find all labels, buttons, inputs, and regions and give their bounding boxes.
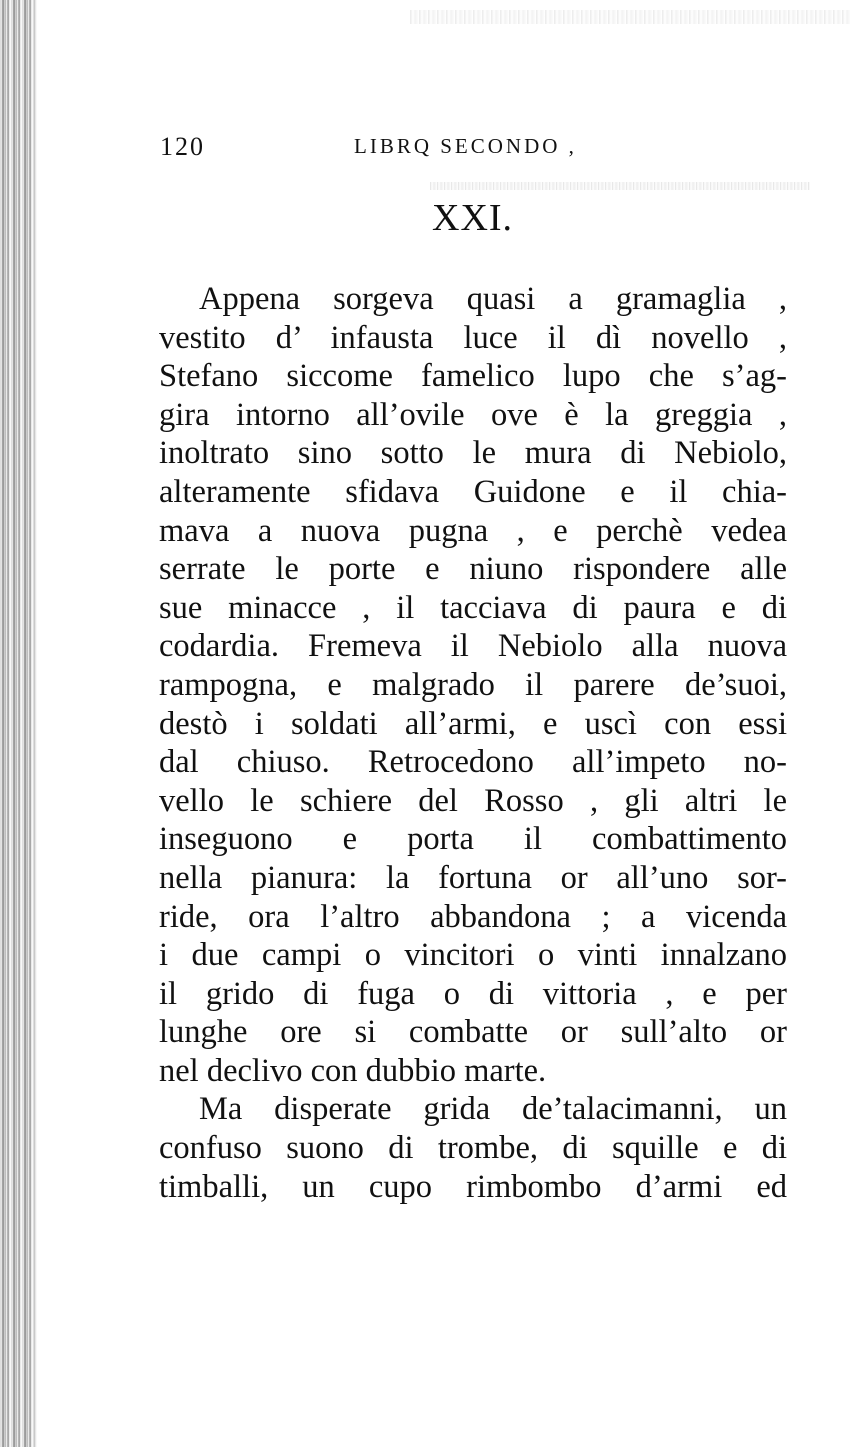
text-line: Stefano siccome famelico lupo che s’ag-	[159, 358, 787, 395]
text-line: alteramente sfidava Guidone e il chia-	[159, 473, 787, 510]
text-line: gira intorno all’ovile ove è la greggia ,	[159, 396, 787, 433]
text-line: codardia. Fremeva il Nebiolo alla nuova	[159, 628, 787, 665]
text-line: Ma disperate grida de’talacimanni, un	[199, 1091, 787, 1128]
text-line: serrate le porte e niuno rispondere alle	[159, 551, 787, 588]
text-line: inseguono e porta il combattimento	[159, 821, 787, 858]
text-line: il grido di fuga o di vittoria , e per	[159, 975, 787, 1012]
text-line: i due campi o vincitori o vinti innalzano	[159, 937, 787, 974]
spine-shadow	[34, 0, 37, 1447]
text-line: inoltrato sino sotto le mura di Nebiolo,	[159, 435, 787, 472]
text-line: timballi, un cupo rimbombo d’armi ed	[159, 1168, 787, 1205]
chapter-heading: XXI.	[432, 197, 514, 239]
text-line: nel declivo con dubbio marte.	[159, 1052, 547, 1089]
paragraph	[159, 280, 787, 1090]
text-line: ride, ora l’altro abbandona ; a vicenda	[159, 898, 787, 935]
bleed-through-mark-header	[430, 182, 810, 190]
text-line: Appena sorgeva quasi a gramaglia ,	[199, 281, 787, 317]
running-title: LIBRQ SECONDO ,	[354, 134, 577, 158]
text-line: dal chiuso. Retrocedono all’impeto no-	[159, 744, 787, 781]
text-line: rampogna, e malgrado il parere de’suoi,	[159, 666, 787, 703]
text-line: destò i soldati all’armi, e uscì con essi	[159, 705, 787, 742]
body-text	[159, 280, 787, 1206]
text-line: lunghe ore si combatte or sull’alto or	[159, 1014, 787, 1051]
text-line: nella pianura: la fortuna or all’uno sor-	[159, 859, 787, 896]
text-line: vestito d’ infausta luce il dì novello ,	[159, 319, 787, 356]
text-line: confuso suono di trombe, di squille e di	[159, 1130, 787, 1167]
book-spine-edge	[0, 0, 34, 1447]
bleed-through-mark-top	[410, 10, 850, 24]
paragraph	[159, 1090, 787, 1206]
text-line: mava a nuova pugna , e perchè vedea	[159, 512, 787, 549]
text-line: sue minacce , il tacciava di paura e di	[159, 589, 787, 626]
running-header	[160, 132, 620, 166]
text-line: vello le schiere del Rosso , gli altri le	[159, 782, 787, 819]
page-number: 120	[160, 132, 205, 161]
